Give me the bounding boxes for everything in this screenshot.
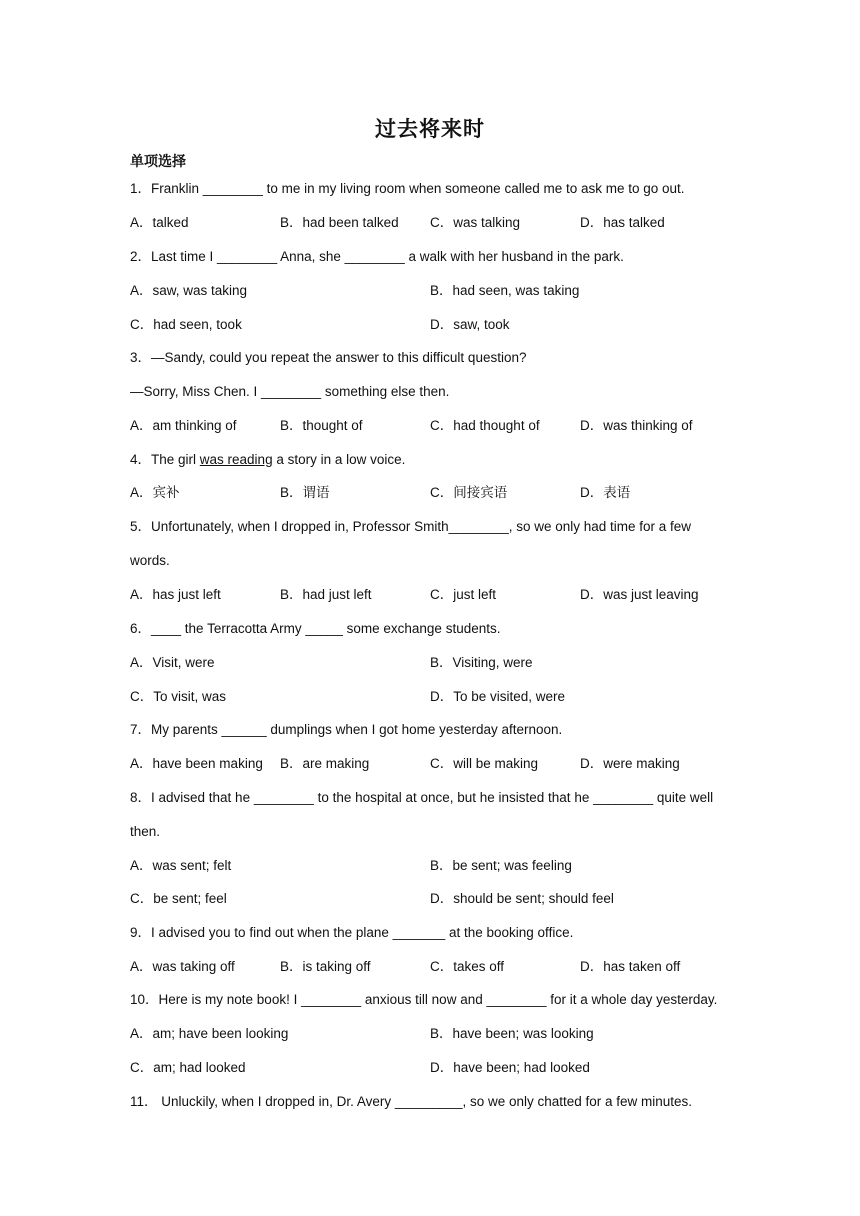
question-10-option-b[interactable]: B．have been; was looking	[430, 1026, 594, 1041]
question-8-stem-line-2: then.	[130, 824, 161, 839]
question-9-option-a[interactable]: A．was taking off	[130, 959, 235, 974]
question-6-option-c[interactable]: C．To visit, was	[130, 689, 227, 704]
question-3-option-c[interactable]: C．had thought of	[430, 418, 540, 433]
question-4-option-b[interactable]: B．谓语	[280, 485, 330, 500]
question-3-stem-line-1: 3．—Sandy, could you repeat the answer to this difficult question?	[130, 350, 527, 365]
question-4-option-d[interactable]: D．表语	[580, 485, 631, 500]
question-4-stem-post: a story in a low voice.	[272, 452, 406, 467]
question-8-option-c[interactable]: C．be sent; feel	[130, 891, 227, 906]
section-heading: 单项选择	[130, 154, 186, 170]
document-title: 过去将来时	[375, 117, 485, 141]
question-1-stem: 1．Franklin ________ to me in my living room when someone called me to ask me to go out.	[130, 181, 685, 196]
question-1-option-d[interactable]: D．has talked	[580, 215, 665, 230]
question-4-option-a[interactable]: A．宾补	[130, 485, 180, 500]
question-7-option-c[interactable]: C．will be making	[430, 756, 539, 771]
question-2-stem: 2．Last time I ________ Anna, she ________ a walk with her husband in the park.	[130, 249, 624, 264]
question-6-stem: 6．____ the Terracotta Army _____ some exchange students.	[130, 621, 501, 636]
question-6-option-a[interactable]: A．Visit, were	[130, 655, 215, 670]
question-3-option-a[interactable]: A．am thinking of	[130, 418, 237, 433]
question-11-stem: 11． Unluckily, when I dropped in, Dr. Avery _________, so we only chatted for a few minutes.	[130, 1094, 693, 1109]
question-6-option-b[interactable]: B．Visiting, were	[430, 655, 533, 670]
question-7-stem: 7．My parents ______ dumplings when I got home yesterday afternoon.	[130, 722, 563, 737]
question-9-option-b[interactable]: B．is taking off	[280, 959, 371, 974]
question-5-option-b[interactable]: B．had just left	[280, 587, 372, 602]
question-9-stem: 9．I advised you to find out when the plane _______ at the booking office.	[130, 925, 574, 940]
question-8-option-b[interactable]: B．be sent; was feeling	[430, 858, 572, 873]
question-2-option-d[interactable]: D．saw, took	[430, 317, 510, 332]
question-5-stem-line-2: words.	[130, 553, 170, 568]
question-7-option-b[interactable]: B．are making	[280, 756, 370, 771]
question-4-stem	[130, 451, 405, 469]
question-10-option-d[interactable]: D．have been; had looked	[430, 1060, 590, 1075]
question-5-option-a[interactable]: A．has just left	[130, 587, 221, 602]
question-8-option-d[interactable]: D．should be sent; should feel	[430, 891, 614, 906]
question-1-option-a[interactable]: A．talked	[130, 215, 189, 230]
question-10-stem: 10．Here is my note book! I ________ anxious till now and ________ for it a whole day yesterday.	[130, 992, 718, 1007]
question-3-option-d[interactable]: D．was thinking of	[580, 418, 693, 433]
question-8-option-a[interactable]: A．was sent; felt	[130, 858, 232, 873]
question-9-option-c[interactable]: C．takes off	[430, 959, 505, 974]
question-9-option-d[interactable]: D．has taken off	[580, 959, 681, 974]
question-5-stem-line-1: 5．Unfortunately, when I dropped in, Professor Smith________, so we only had time for a few	[130, 519, 692, 534]
question-1-option-c[interactable]: C．was talking	[430, 215, 521, 230]
question-6-option-d[interactable]: D．To be visited, were	[430, 689, 566, 704]
question-5-option-d[interactable]: D．was just leaving	[580, 587, 699, 602]
question-4-underlined-phrase: was reading	[199, 452, 273, 467]
question-1-option-b[interactable]: B．had been talked	[280, 215, 399, 230]
question-3-stem-line-2: —Sorry, Miss Chen. I ________ something else then.	[130, 384, 450, 399]
question-2-option-c[interactable]: C．had seen, took	[130, 317, 242, 332]
question-7-option-a[interactable]: A．have been making	[130, 756, 263, 771]
question-4-stem-pre: 4．The girl	[130, 452, 200, 467]
question-10-option-c[interactable]: C．am; had looked	[130, 1060, 246, 1075]
question-8-stem-line-1: 8．I advised that he ________ to the hospital at once, but he insisted that he ________ quite well	[130, 790, 714, 805]
question-2-option-b[interactable]: B．had seen, was taking	[430, 283, 580, 298]
question-5-option-c[interactable]: C．just left	[430, 587, 497, 602]
question-7-option-d[interactable]: D．were making	[580, 756, 680, 771]
question-3-option-b[interactable]: B．thought of	[280, 418, 363, 433]
question-10-option-a[interactable]: A．am; have been looking	[130, 1026, 289, 1041]
question-2-option-a[interactable]: A．saw, was taking	[130, 283, 248, 298]
question-4-option-c[interactable]: C．间接宾语	[430, 485, 508, 500]
